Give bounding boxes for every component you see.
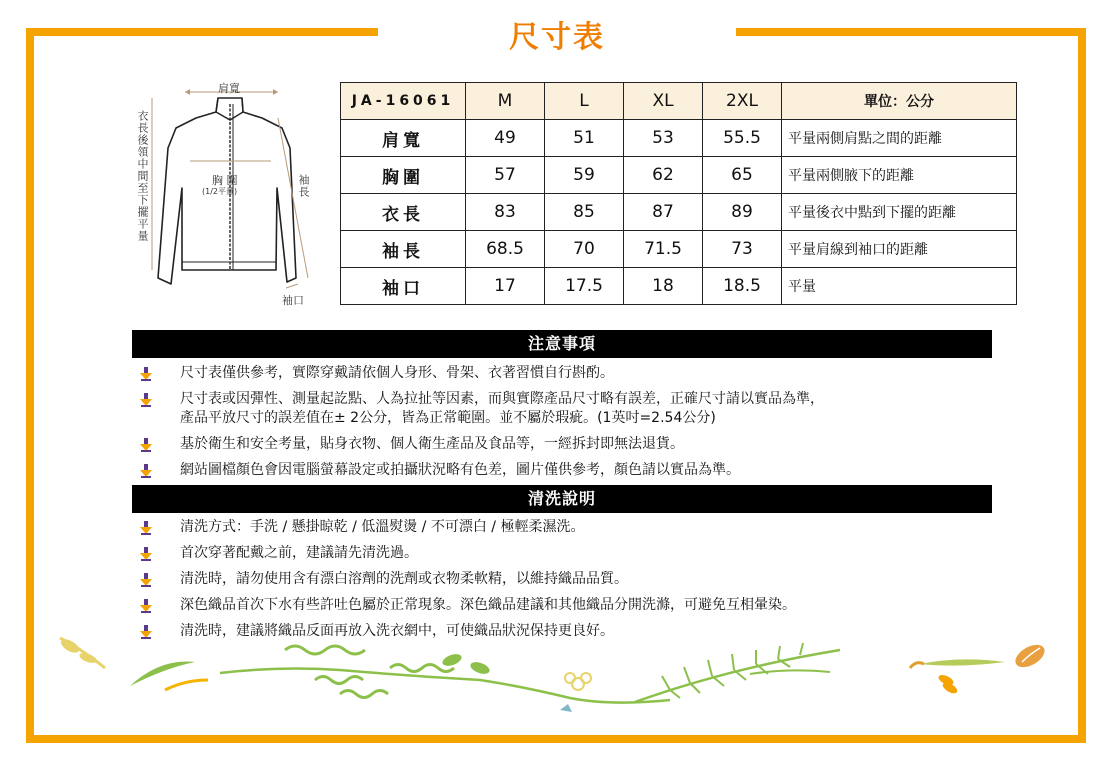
table-cell: 71.5 — [624, 231, 703, 268]
table-cell: 73 — [703, 231, 782, 268]
size-header: M — [466, 83, 545, 120]
table-cell: 51 — [545, 120, 624, 157]
size-table — [340, 82, 1017, 305]
table-cell: 17.5 — [545, 268, 624, 305]
row-label: 衣長 — [341, 194, 466, 231]
size-header: 2XL — [703, 83, 782, 120]
list-item — [132, 461, 992, 480]
shoulder-label: 肩寬 — [218, 82, 240, 95]
list-item — [132, 435, 992, 454]
table-cell: 85 — [545, 194, 624, 231]
table-row — [341, 120, 1017, 157]
notes-title: 注意事項 — [132, 330, 992, 358]
table-cell: 53 — [624, 120, 703, 157]
size-header: XL — [624, 83, 703, 120]
washing-text: 清洗時，請勿使用含有漂白溶劑的洗劑或衣物柔軟精，以維持織品品質。 — [180, 571, 628, 587]
down-arrow-icon — [140, 464, 152, 478]
chest-note: (1/2平量) — [202, 187, 238, 196]
table-row — [341, 194, 1017, 231]
row-label: 胸圍 — [341, 157, 466, 194]
size-header: L — [545, 83, 624, 120]
washing-title: 清洗說明 — [132, 485, 992, 513]
table-cell: 18 — [624, 268, 703, 305]
table-cell: 68.5 — [466, 231, 545, 268]
cuff-label: 袖口 — [282, 294, 304, 307]
list-item — [132, 570, 992, 589]
list-item — [132, 596, 992, 615]
table-row — [341, 231, 1017, 268]
note-text: 基於衛生和安全考量，貼身衣物、個人衛生產品及食品等，一經拆封即無法退貨。 — [180, 436, 684, 452]
list-item — [132, 364, 992, 383]
table-cell: 83 — [466, 194, 545, 231]
model-number: JA-16061 — [341, 83, 466, 120]
row-description: 平量後衣中點到下擺的距離 — [782, 194, 1017, 231]
table-cell: 70 — [545, 231, 624, 268]
table-header-row — [341, 83, 1017, 120]
table-cell: 57 — [466, 157, 545, 194]
down-arrow-icon — [140, 393, 152, 407]
note-text: 網站圖檔顏色會因電腦螢幕設定或拍攝狀況略有色差，圖片僅供參考，顏色請以實品為準。 — [180, 462, 740, 478]
length-label: 衣長後領中間至下擺平量 — [136, 110, 149, 242]
down-arrow-icon — [140, 547, 152, 561]
down-arrow-icon — [140, 438, 152, 452]
down-arrow-icon — [140, 573, 152, 587]
table-row — [341, 268, 1017, 305]
note-text: 產品平放尺寸的誤差值在± 2公分，皆為正常範圍。並不屬於瑕疵。(1英吋=2.54公分) — [180, 410, 716, 426]
table-cell: 17 — [466, 268, 545, 305]
list-item — [132, 390, 992, 428]
table-cell: 87 — [624, 194, 703, 231]
row-description: 平量 — [782, 268, 1017, 305]
row-description: 平量肩線到袖口的距離 — [782, 231, 1017, 268]
down-arrow-icon — [140, 367, 152, 381]
down-arrow-icon — [140, 599, 152, 613]
table-row — [341, 157, 1017, 194]
list-item — [132, 544, 992, 563]
table-cell: 18.5 — [703, 268, 782, 305]
vine-leaves-decoration — [50, 628, 1060, 723]
note-text: 尺寸表僅供參考，實際穿戴請依個人身形、骨架、衣著習慣自行斟酌。 — [180, 365, 614, 381]
washing-text: 清洗方式：手洗 / 懸掛晾乾 / 低溫熨燙 / 不可漂白 / 極輕柔濕洗。 — [180, 519, 585, 535]
list-item — [132, 518, 992, 537]
table-cell: 55.5 — [703, 120, 782, 157]
row-label: 肩寬 — [341, 120, 466, 157]
notes-list — [132, 364, 992, 487]
row-description: 平量兩側肩點之間的距離 — [782, 120, 1017, 157]
washing-text: 首次穿著配戴之前，建議請先清洗過。 — [180, 545, 418, 561]
unit-label: 單位：公分 — [782, 83, 1017, 120]
row-label: 袖口 — [341, 268, 466, 305]
jacket-diagram — [130, 78, 320, 308]
table-cell: 65 — [703, 157, 782, 194]
note-text: 尺寸表或因彈性、測量起訖點、人為拉扯等因素，而與實際產品尺寸略有誤差，正確尺寸請以實品為準， — [180, 391, 824, 407]
page-title: 尺寸表 — [509, 20, 605, 55]
washing-text: 深色織品首次下水有些許吐色屬於正常現象。深色織品建議和其他織品分開洗滌，可避免互相暈染。 — [180, 597, 796, 613]
chest-label: 胸 圍 — [212, 174, 238, 187]
row-description: 平量兩側腋下的距離 — [782, 157, 1017, 194]
table-cell: 59 — [545, 157, 624, 194]
table-cell: 49 — [466, 120, 545, 157]
table-cell: 89 — [703, 194, 782, 231]
row-label: 袖長 — [341, 231, 466, 268]
down-arrow-icon — [140, 521, 152, 535]
table-cell: 62 — [624, 157, 703, 194]
washing-text: 清洗時，建議將織品反面再放入洗衣網中，可使織品狀況保持更良好。 — [180, 623, 614, 639]
sleeve-label: 袖長 — [297, 174, 310, 198]
